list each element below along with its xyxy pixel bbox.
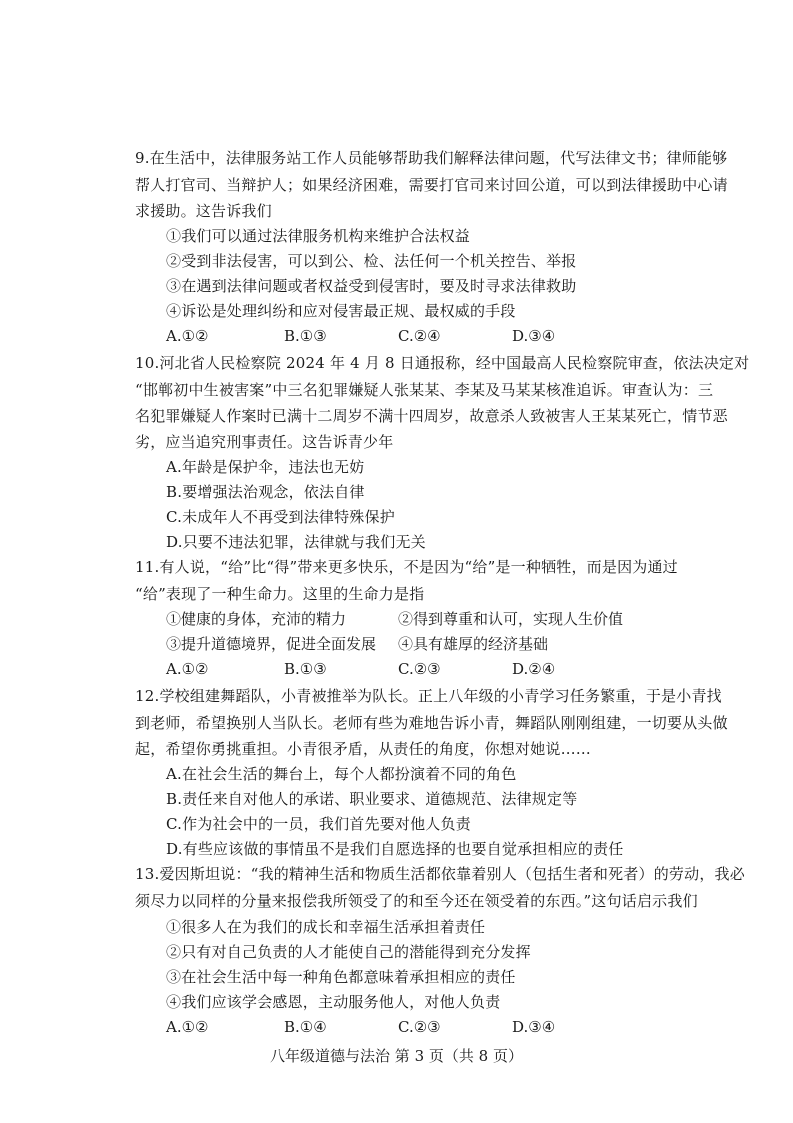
statement-1: ①我们可以通过法律服务机构来维护合法权益 (166, 227, 471, 245)
choice-row (166, 1017, 616, 1037)
statement-pair-row (166, 609, 646, 629)
choice-a: A.①② (166, 660, 209, 678)
statement-4: ④具有雄厚的经济基础 (398, 635, 549, 653)
question-stem-line: 到老师，希望换别人当队长。老师有些为难地告诉小青，舞蹈队刚刚组建，一切要从头做 (135, 714, 728, 732)
choice-b: B.①③ (284, 327, 327, 345)
choice-c: C.②③ (398, 1018, 441, 1036)
choice-a: A.①② (166, 327, 209, 345)
question-stem-line: 13.爱因斯坦说：“我的精神生活和物质生活都依靠着别人（包括生者和死者）的劳动，我必 (135, 865, 745, 883)
statement-4: ④诉讼是处理纠纷和应对侵害最正规、最权威的手段 (166, 302, 516, 320)
statement-3: ③在遇到法律问题或者权益受到侵害时，要及时寻求法律救助 (166, 277, 577, 295)
choice-c: C.②③ (398, 660, 441, 678)
statement-3: ③提升道德境界，促进全面发展 (166, 635, 377, 653)
question-stem-line: “给”表现了一种生命力。这里的生命力是指 (135, 585, 425, 603)
choice-d: D.③④ (512, 327, 556, 345)
option-a: A.在社会生活的舞台上，每个人都扮演着不同的角色 (166, 765, 517, 783)
choice-row (166, 659, 616, 679)
statement-3: ③在社会生活中每一种角色都意味着承担相应的责任 (166, 968, 516, 986)
question-stem-line: 求援助。这告诉我们 (135, 202, 272, 220)
question-stem-line: 12.学校组建舞蹈队，小青被推举为队长。正上八年级的小青学习任务繁重，于是小青找 (135, 687, 722, 705)
choice-d: D.②④ (512, 660, 556, 678)
statement-2: ②只有对自己负责的人才能使自己的潜能得到充分发挥 (166, 943, 531, 961)
choice-a: A.①② (166, 1018, 209, 1036)
option-c: C.作为社会中的一员，我们首先要对他人负责 (166, 815, 471, 833)
question-stem-line: 9.在生活中，法律服务站工作人员能够帮助我们解释法律问题，代写法律文书；律师能够 (135, 149, 728, 167)
choice-row (166, 326, 616, 346)
option-b: B.要增强法治观念，依法自律 (166, 483, 365, 501)
option-c: C.未成年人不再受到法律特殊保护 (166, 508, 395, 526)
statement-4: ④我们应该学会感恩，主动服务他人，对他人负责 (166, 993, 501, 1011)
question-stem-line: 名犯罪嫌疑人作案时已满十二周岁不满十四周岁，故意杀人致被害人王某某死亡，情节恶 (135, 407, 728, 425)
option-b: B.责任来自对他人的承诺、职业要求、道德规范、法律规定等 (166, 790, 578, 808)
choice-b: B.①③ (284, 660, 327, 678)
question-stem-line: 起，希望你勇挑重担。小青很矛盾，从责任的角度，你想对她说…… (135, 740, 592, 758)
choice-b: B.①④ (284, 1018, 327, 1036)
question-stem-line: 须尽力以同样的分量来报偿我所领受了的和至今还在领受着的东西。”这句话启示我们 (135, 892, 698, 910)
option-d: D.只要不违法犯罪，法律就与我们无关 (166, 533, 426, 551)
statement-2: ②受到非法侵害，可以到公、检、法任何一个机关控告、举报 (166, 252, 577, 270)
statement-pair-row (166, 634, 646, 654)
statement-1: ①健康的身体，充沛的精力 (166, 610, 347, 628)
statement-2: ②得到尊重和认可，实现人生价值 (398, 610, 624, 628)
question-stem-line: 劣，应当追究刑事责任。这告诉青少年 (135, 433, 394, 451)
question-stem-line: “邯郸初中生被害案”中三名犯罪嫌疑人张某某、李某及马某某核准追诉。审查认为：三 (135, 381, 714, 399)
option-d: D.有些应该做的事情虽不是我们自愿选择的也要自觉承担相应的责任 (166, 840, 624, 858)
page-footer: 八年级道德与法治 第 3 页（共 8 页） (270, 1047, 523, 1065)
choice-c: C.②④ (398, 327, 441, 345)
question-stem-line: 11.有人说，“给”比“得”带来更多快乐，不是因为“给”是一种牺牲，而是因为通过 (135, 558, 678, 576)
question-stem-line: 10.河北省人民检察院 2024 年 4 月 8 日通报称，经中国最高人民检察院审查，依法决定对 (135, 354, 750, 372)
option-a: A.年龄是保护伞，违法也无妨 (166, 458, 365, 476)
question-stem-line: 帮人打官司、当辩护人；如果经济困难，需要打官司来讨回公道，可以到法律援助中心请 (135, 176, 728, 194)
choice-d: D.③④ (512, 1018, 556, 1036)
statement-1: ①很多人在为我们的成长和幸福生活承担着责任 (166, 918, 486, 936)
